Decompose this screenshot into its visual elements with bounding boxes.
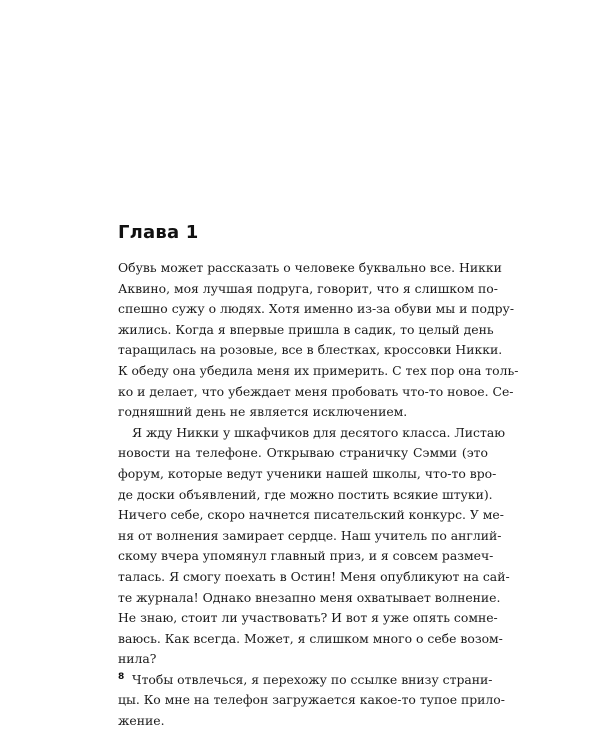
body-line: К обеду она убедила меня их примерить. С тех пор она толь-: [118, 362, 519, 378]
body-line: Обувь может рассказать о человеке буквально все. Никки: [118, 260, 502, 275]
chapter-title: Глава 1: [118, 222, 199, 243]
body-line: жились. Когда я впервые пришла в садик, то целый день: [118, 321, 494, 337]
body-line: скому вчера упомянул главный приз, и я совсем размеч-: [118, 548, 494, 564]
body-line: Ничего себе, скоро начнется писательский конкурс. У ме-: [118, 507, 504, 523]
body-line: талась. Я смогу поехать в Остин! Меня опубликуют на сай-: [118, 568, 510, 584]
body-line: Аквино, моя лучшая подруга, говорит, что я слишком по-: [118, 280, 498, 296]
body-line: нила?: [118, 651, 157, 667]
body-line: годняшний день не является исключением.: [118, 404, 408, 420]
body-line: таращилась на розовые, все в блестках, кроссовки Никки.: [118, 342, 503, 358]
body-line: Чтобы отвлечься, я перехожу по ссылке внизу страни-: [132, 671, 493, 687]
body-line: ко и делает, что убеждает меня пробовать что-то новое. Се-: [118, 383, 514, 399]
body-line: ня от волнения замирает сердце. Наш учитель по англий-: [118, 527, 502, 543]
body-line: Не знаю, стоит ли участвовать? И вот я уже опять сомне-: [118, 610, 498, 626]
body-line: ваюсь. Как всегда. Может, я слишком много о себе возом-: [118, 630, 503, 646]
body-line: те журнала! Однако внезапно меня охватывает волнение.: [118, 589, 501, 605]
body-line: Я жду Никки у шкафчиков для десятого класса. Листаю: [132, 424, 505, 440]
body-line: спешно сужу о людях. Хотя именно из-за обуви мы и подру-: [118, 301, 515, 317]
page-number: 8: [118, 672, 125, 682]
body-line: цы. Ко мне на телефон загружается какое-то тупое прило-: [118, 692, 505, 708]
body-line: новости на телефоне. Открываю страничку Сэмми (это: [118, 445, 488, 461]
body-line: форум, которые ведут ученики нашей школы, что-то вро-: [118, 465, 497, 481]
chapter-body: [118, 258, 519, 732]
body-line: де доски объявлений, где можно постить всякие штуки).: [118, 486, 493, 502]
body-line: жение.: [118, 713, 165, 729]
